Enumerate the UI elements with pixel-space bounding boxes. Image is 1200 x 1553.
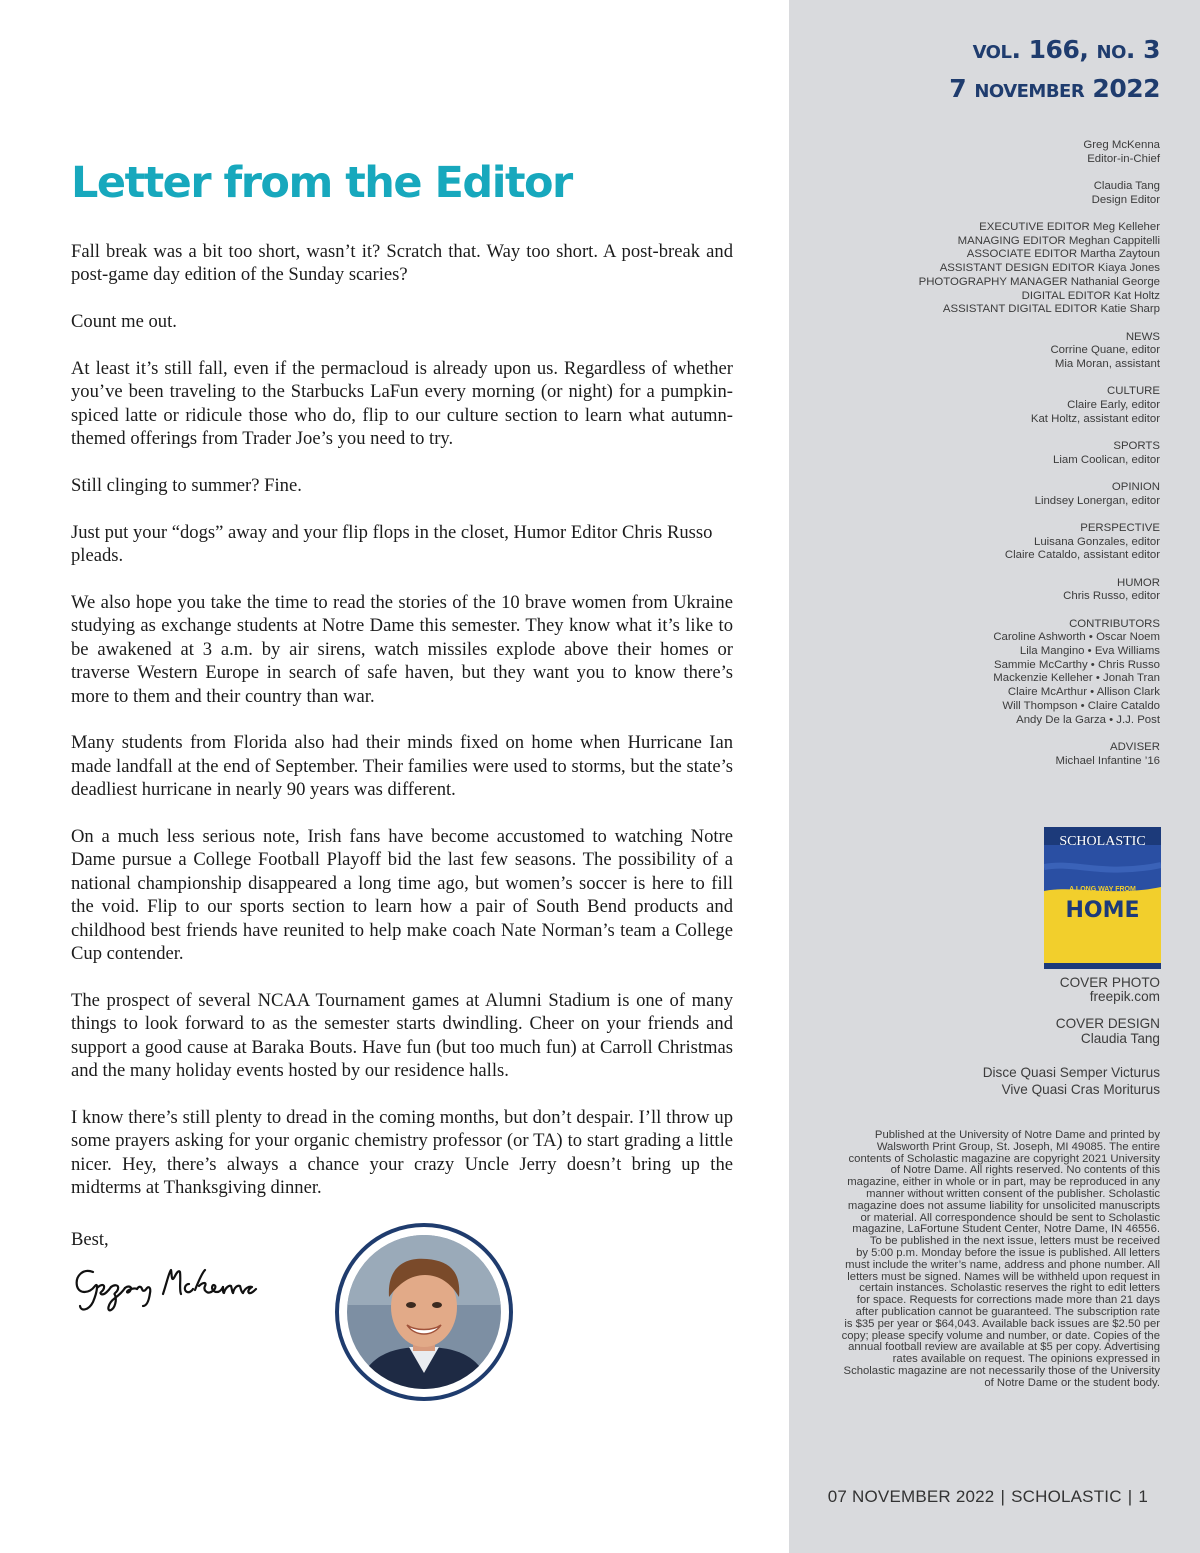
staff-line: ASSISTANT DESIGN EDITOR Kiaya Jones — [939, 262, 1160, 275]
motto — [983, 1065, 1160, 1099]
staff-line: Luisana Gonzales, editor — [1033, 535, 1160, 548]
staff-line: Sammie McCarthy • Chris Russo — [993, 658, 1160, 671]
staff-block — [840, 331, 1160, 372]
legal-line: for space. Requests for corrections made more than 21 days — [856, 1294, 1160, 1307]
editor-portrait — [335, 1223, 513, 1401]
legal-line: Scholastic magazine are not necessarily those of the University — [843, 1364, 1160, 1377]
staff-list — [840, 139, 1160, 782]
folio-page-number: 1 — [1138, 1487, 1148, 1506]
staff-line: Liam Coolican, editor — [1053, 453, 1160, 466]
letter-column — [71, 0, 733, 1553]
letter-paragraph: We also hope you take the time to read the stories of the 10 brave women from Ukraine studying as exchange students at Notre Dame this semester. They know what it’s like to be awakened at 3 a.m. by air sirens, watch missiles explode above their homes or traverse Western Europe in search of safe haven, but they want you to know there’s more to them and their country than war. — [71, 592, 733, 707]
page-title: Letter from the Editor — [71, 158, 572, 208]
staff-line: PERSPECTIVE — [1080, 521, 1160, 534]
staff-line: SPORTS — [1113, 439, 1160, 452]
letter-paragraph: At least it’s still fall, even if the permacloud is already upon us. Regardless of whether you’ve been traveling to the Starbucks LaFun every morning (or night) for a pumpkin-spiced latte or ridicule those who do, flip to our culture section to learn what autumn-themed offerings from Trader Joe’s you need to try. — [71, 358, 733, 450]
legal-line: To be published in the next issue, letters must be received — [869, 1235, 1160, 1248]
legal-line: annual football review are available at $5 per copy. Advertising — [848, 1341, 1160, 1354]
cover-footer-strip — [1044, 963, 1161, 969]
cover-credits — [860, 976, 1160, 1059]
legal-line: of Notre Dame. All rights reserved. No contents of this — [890, 1164, 1160, 1177]
letter-body — [71, 240, 733, 1223]
staff-line: HUMOR — [1116, 576, 1160, 589]
staff-line: Chris Russo, editor — [1063, 590, 1160, 603]
staff-line: Mackenzie Kelleher • Jonah Tran — [993, 672, 1160, 685]
staff-line: EXECUTIVE EDITOR Meg Kelleher — [979, 221, 1160, 233]
cover-kicker: A LONG WAY FROM — [1069, 886, 1136, 893]
staff-line: Claire Cataldo, assistant editor — [1004, 549, 1160, 562]
staff-line: ADVISER — [1109, 740, 1160, 753]
staff-line: PHOTOGRAPHY MANAGER Nathanial George — [918, 275, 1160, 288]
letter-paragraph: Many students from Florida also had their minds fixed on home when Hurricane Ian made landfall at the end of September. Their families were used to storms, but the state’s deadliest hurricane in nearly 90 years was different. — [71, 732, 733, 801]
staff-line: Will Thompson • Claire Cataldo — [1002, 699, 1160, 712]
staff-line: Design Editor — [1091, 193, 1160, 206]
masthead-sidebar — [789, 0, 1200, 1553]
issue-date: 7 november 2022 — [949, 74, 1160, 103]
issue-info — [949, 30, 1160, 108]
staff-line: ASSISTANT DIGITAL EDITOR Katie Sharp — [942, 303, 1160, 316]
legal-line: of Notre Dame or the student body. — [984, 1376, 1160, 1389]
staff-line: MANAGING EDITOR Meghan Cappitelli — [957, 234, 1160, 247]
staff-line: Mia Moran, assistant — [1054, 357, 1160, 370]
staff-block — [840, 577, 1160, 604]
staff-line: ASSOCIATE EDITOR Martha Zaytoun — [966, 248, 1160, 261]
staff-block — [840, 385, 1160, 426]
staff-line: DIGITAL EDITOR Kat Holtz — [1021, 289, 1160, 302]
cover-brand: SCHOLASTIC — [1059, 834, 1146, 849]
legal-line: after publication cannot be guaranteed. The subscription rate — [855, 1305, 1160, 1318]
letter-paragraph: On a much less serious note, Irish fans have become accustomed to watching Notre Dame pursue a College Football Playoff bid the last few seasons. The possibility of a national championship disappeared a long time ago, but women’s soccer is here to fill the void. Flip to our sports section to learn how a pair of South Bend products and childhood best friends have reunited to help make coach Nate Norman’s team a College Cup contender. — [71, 826, 733, 965]
motto-line: Disce Quasi Semper Victurus — [982, 1065, 1160, 1080]
folio-separator: | — [1000, 1487, 1006, 1506]
staff-block — [840, 481, 1160, 508]
legal-line: magazine does not assume liability for unsolicited manuscripts — [847, 1199, 1160, 1212]
sign-off: Best, — [71, 1229, 109, 1250]
staff-block — [840, 221, 1160, 317]
staff-line: Lindsey Lonergan, editor — [1034, 494, 1160, 507]
staff-block — [840, 618, 1160, 728]
legal-line: contents of Scholastic magazine are copyright 2021 University — [848, 1152, 1160, 1165]
cover-headline: HOME — [1065, 898, 1140, 923]
staff-line: Kat Holtz, assistant editor — [1030, 412, 1160, 425]
issue-volume: vol. 166, no. 3 — [972, 35, 1160, 64]
staff-line: NEWS — [1125, 330, 1160, 343]
staff-line: CULTURE — [1107, 385, 1160, 398]
folio-separator: | — [1127, 1487, 1133, 1506]
signature-image — [71, 1258, 281, 1318]
staff-line: Corrine Quane, editor — [1050, 344, 1160, 357]
cover-design-value: Claudia Tang — [1080, 1030, 1160, 1046]
legal-line: Walsworth Print Group, St. Joseph, MI 49085. The entire — [876, 1140, 1160, 1153]
legal-line: certain instances. Scholastic reserves the right to edit letters — [859, 1282, 1160, 1295]
staff-line: Caroline Ashworth • Oscar Noem — [993, 631, 1160, 644]
staff-line: Michael Infantine ’16 — [1055, 754, 1160, 767]
motto-line: Vive Quasi Cras Moriturus — [1001, 1081, 1160, 1097]
legal-line: letters must be signed. Names will be withheld upon request in — [847, 1270, 1160, 1283]
page-folio — [828, 1487, 1148, 1507]
staff-line: OPINION — [1111, 480, 1160, 493]
legal-notice — [820, 1130, 1160, 1390]
letter-paragraph: The prospect of several NCAA Tournament games at Alumni Stadium is one of many things to look forward to as the semester starts dwindling. Cheer on your friends and support a good cause at Baraka Bouts. Have fun (but too much fun) at Carroll Christmas and the many holiday events hosted by our residence halls. — [71, 989, 733, 1082]
letter-paragraph: Count me out. — [71, 311, 177, 333]
legal-line: must include the writer’s name, address and phone number. All — [845, 1258, 1160, 1271]
staff-block — [840, 180, 1160, 207]
staff-block — [840, 139, 1160, 166]
staff-block — [840, 440, 1160, 467]
cover-design-label: COVER DESIGN — [1055, 1016, 1160, 1032]
legal-line: is $35 per year or $64,043. Available back issues are $2.50 per — [844, 1317, 1160, 1330]
legal-line: manner without written consent of the publisher. Scholastic — [866, 1187, 1160, 1200]
staff-line: Claire McArthur • Allison Clark — [1007, 686, 1160, 699]
staff-block — [840, 522, 1160, 563]
legal-line: or material. All correspondence should be sent to Scholastic — [860, 1211, 1160, 1224]
staff-block — [840, 741, 1160, 768]
legal-line: by 5:00 p.m. Monday before the issue is published. All letters — [856, 1246, 1160, 1259]
legal-line: Published at the University of Notre Dame and printed by — [874, 1129, 1160, 1141]
staff-line: Greg McKenna — [1083, 139, 1160, 151]
letter-paragraph: Just put your “dogs” away and your flip flops in the closet, Humor Editor Chris Russo pleads. — [71, 521, 713, 567]
staff-line: Claire Early, editor — [1067, 398, 1160, 411]
staff-line: CONTRIBUTORS — [1069, 617, 1160, 630]
staff-line: Andy De la Garza • J.J. Post — [1016, 713, 1160, 726]
legal-line: rates available on request. The opinions expressed in — [892, 1353, 1160, 1366]
letter-paragraph: Fall break was a bit too short, wasn’t it? Scratch that. Way too short. A post-break and post-game day edition of the Sunday scaries? — [71, 241, 733, 286]
cover-photo-value: freepik.com — [1089, 989, 1160, 1005]
staff-line: Lila Mangino • Eva Williams — [1019, 645, 1160, 658]
cover-thumbnail[interactable] — [1044, 827, 1161, 969]
folio-date: 07 NOVEMBER 2022 — [827, 1487, 995, 1506]
legal-line: copy; please specify volume and number, or date. Copies of the — [841, 1329, 1160, 1342]
legal-line: magazine, either in whole or in part, may be reproduced in any — [847, 1176, 1160, 1189]
folio-publication: SCHOLASTIC — [1011, 1487, 1122, 1506]
legal-line: magazine, LaFortune Student Center, Notre Dame, IN 46556. — [852, 1223, 1160, 1236]
staff-line: Editor-in-Chief — [1087, 152, 1160, 165]
letter-paragraph: I know there’s still plenty to dread in the coming months, but don’t despair. I’ll throw up some prayers asking for your organic chemistry professor (or TA) to start grading a little nicer. Hey, there’s always a chance your crazy Uncle Jerry doesn’t bring up the midterms at Thanksgiving dinner. — [71, 1106, 733, 1199]
cover-photo-label: COVER PHOTO — [1059, 975, 1160, 990]
staff-line: Claudia Tang — [1093, 180, 1160, 192]
letter-paragraph: Still clinging to summer? Fine. — [71, 475, 302, 497]
